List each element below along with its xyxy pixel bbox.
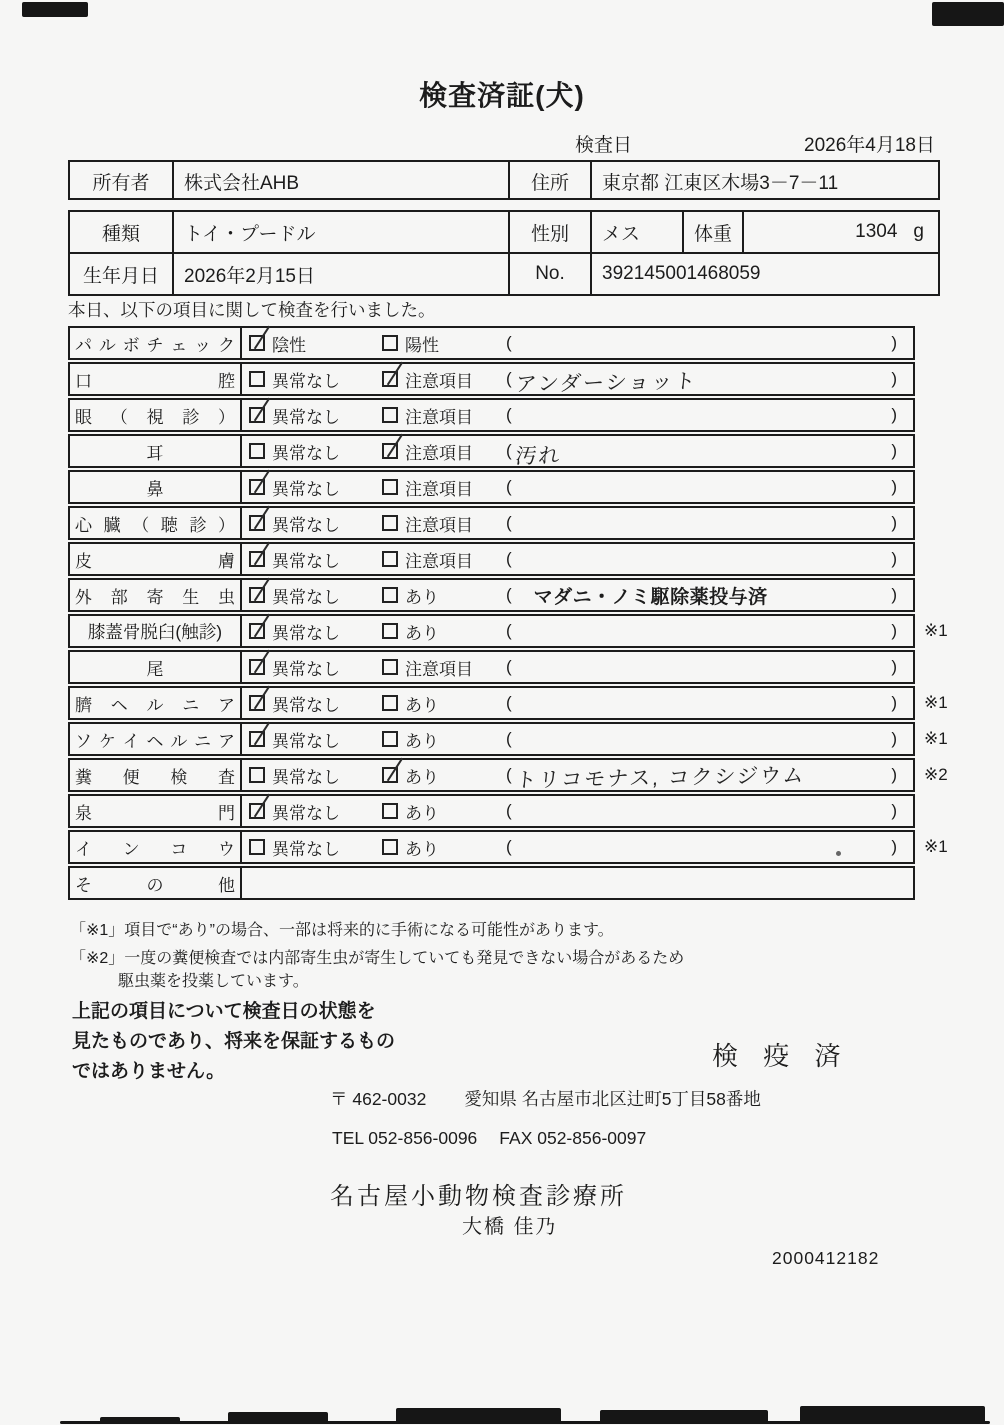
option-1-label: 異常なし — [272, 623, 340, 643]
checklist-rows — [68, 326, 967, 902]
paren-open-glyph: ( — [506, 693, 512, 712]
item-label: 鼻 — [70, 472, 242, 502]
checklist-row — [68, 650, 967, 684]
option-1-label: 異常なし — [272, 731, 340, 751]
option-2 — [382, 835, 506, 860]
option-1-label: 異常なし — [272, 839, 340, 859]
disclaimer-line-1: 上記の項目について検査日の状態を — [72, 1001, 376, 1022]
option-1-label: 異常なし — [272, 659, 340, 679]
checkbox-2-icon — [382, 371, 398, 387]
option-2 — [382, 367, 506, 392]
paren-open-glyph: ( — [506, 549, 512, 568]
checklist-row — [68, 794, 967, 828]
option-2-label: 注意項目 — [405, 659, 473, 679]
clinic-tel-line — [332, 1128, 646, 1149]
remark-parens — [506, 724, 913, 754]
checkbox-1-icon — [249, 587, 265, 603]
option-1 — [242, 583, 382, 608]
option-2-label: 注意項目 — [405, 407, 473, 427]
paren-close-glyph: ) — [891, 837, 897, 856]
footnote-mark: ※1 — [924, 621, 948, 640]
checkbox-2-icon — [382, 803, 398, 819]
clinic-fax: FAX 052-856-0097 — [499, 1128, 647, 1148]
checkbox-2-icon — [382, 587, 398, 603]
birth-value: 2026年2月15日 — [174, 254, 510, 294]
exam-date-row — [0, 130, 1004, 154]
checkbox-1-icon — [249, 479, 265, 495]
option-2-label: 陽性 — [405, 335, 439, 355]
clinic-postal: 〒 462-0032 — [330, 1089, 427, 1109]
option-1-label: 異常なし — [272, 587, 340, 607]
serial-number: 2000412182 — [772, 1248, 880, 1268]
checklist-row — [68, 542, 967, 576]
clinic-tel: TEL 052-856-0096 — [332, 1128, 478, 1148]
paren-close-glyph: ) — [891, 693, 897, 712]
paren-open-glyph: ( — [506, 441, 512, 460]
option-1-label: 異常なし — [272, 695, 340, 715]
paren-open-glyph: ( — [506, 513, 512, 532]
checkbox-1-icon — [249, 335, 265, 351]
checkbox-2-icon — [382, 551, 398, 567]
checkbox-1-icon — [249, 623, 265, 639]
paren-open-glyph: ( — [506, 585, 512, 604]
item-label: 膝蓋骨脱臼(触診) — [70, 616, 242, 646]
clinic-name: 名古屋小動物検査診療所 — [330, 1183, 627, 1210]
checkbox-1-icon — [249, 731, 265, 747]
checkbox-1-icon — [249, 515, 265, 531]
remark-parens — [506, 328, 913, 358]
checklist-row — [68, 686, 967, 720]
scan-artifact-top-left — [22, 2, 88, 17]
option-1-label: 陰性 — [272, 335, 306, 355]
option-2-label: 注意項目 — [405, 551, 473, 571]
option-1-label: 異常なし — [272, 515, 340, 535]
item-label: ソ ケ イ ヘ ル ニ ア — [70, 724, 242, 754]
option-2 — [382, 403, 506, 428]
option-1-label: 異常なし — [272, 407, 340, 427]
remark-parens — [506, 652, 913, 682]
checklist-row — [68, 362, 967, 396]
paren-open-glyph: ( — [506, 765, 512, 784]
checklist-row — [68, 830, 967, 864]
option-2 — [382, 583, 506, 608]
checkbox-2-icon — [382, 623, 398, 639]
item-label: 皮 膚 — [70, 544, 242, 574]
paren-close-glyph: ) — [891, 549, 897, 568]
checkbox-1-icon — [249, 407, 265, 423]
remark-parens — [506, 400, 913, 430]
footnote-mark: ※2 — [924, 765, 948, 784]
checklist-row — [68, 866, 967, 900]
remark-parens — [506, 436, 913, 469]
disclaimer-statement — [72, 997, 395, 1087]
paren-open-glyph: ( — [506, 477, 512, 496]
birth-label: 生年月日 — [70, 254, 174, 294]
option-1 — [242, 619, 382, 644]
scan-artifact-top-right — [932, 2, 1004, 26]
checklist-row — [68, 470, 967, 504]
paren-close-glyph: ) — [891, 801, 897, 820]
sex-label: 性別 — [510, 212, 592, 252]
paren-close-glyph: ) — [891, 765, 897, 784]
option-2-label: 注意項目 — [405, 515, 473, 535]
option-1 — [242, 403, 382, 428]
option-2 — [382, 547, 506, 572]
option-1 — [242, 799, 382, 824]
paren-close-glyph: ) — [891, 513, 897, 532]
sex-value: メス — [592, 212, 684, 252]
footnote-2: 「※2」一度の糞便検査では内部寄生虫が寄生していても発見できない場合があるため — [70, 950, 685, 967]
weight-value: 1304 — [855, 221, 898, 242]
option-1 — [242, 367, 382, 392]
checkbox-2-icon — [382, 659, 398, 675]
paren-open-glyph: ( — [506, 333, 512, 352]
item-label: 外 部 寄 生 虫 — [70, 580, 242, 610]
paren-close-glyph: ) — [891, 657, 897, 676]
address-label: 住所 — [510, 162, 592, 200]
checklist-row — [68, 614, 967, 648]
paren-close-glyph: ) — [891, 621, 897, 640]
paren-close-glyph: ) — [891, 477, 897, 496]
remark-text: 汚れ — [514, 444, 563, 469]
checklist-row — [68, 578, 967, 612]
option-2 — [382, 691, 506, 716]
checkbox-1-icon — [249, 767, 265, 783]
checkbox-1-icon — [249, 803, 265, 819]
remark-parens — [506, 508, 913, 538]
checkbox-2-icon — [382, 407, 398, 423]
remark-parens — [506, 688, 913, 718]
option-2 — [382, 619, 506, 644]
weight-unit: g — [913, 221, 924, 242]
footnote-mark: ※1 — [924, 693, 948, 712]
option-1 — [242, 511, 382, 536]
item-label: イ ン コ ウ — [70, 832, 242, 862]
option-1 — [242, 763, 382, 788]
item-label: そ の 他 — [70, 868, 242, 898]
checkbox-2-icon — [382, 479, 398, 495]
option-2-label: あり — [405, 695, 439, 715]
option-2 — [382, 763, 506, 788]
item-label: 耳 — [70, 436, 242, 466]
paren-close-glyph: ) — [891, 369, 897, 388]
checklist-row — [68, 506, 967, 540]
address-value: 東京都 江東区木場3－7－11 — [602, 172, 839, 194]
paren-close-glyph: ) — [891, 441, 897, 460]
option-1 — [242, 655, 382, 680]
exam-date-value: 2026年4月18日 — [804, 135, 935, 156]
remark-parens — [506, 832, 913, 862]
weight-label: 体重 — [684, 212, 744, 252]
remark-parens — [506, 760, 913, 793]
clinic-address: 愛知県 名古屋市北区辻町5丁目58番地 — [464, 1089, 761, 1109]
checklist-row — [68, 398, 967, 432]
exam-date-label: 検査日 — [575, 135, 633, 156]
option-2-label: 注意項目 — [405, 479, 473, 499]
option-1 — [242, 547, 382, 572]
paren-open-glyph: ( — [506, 801, 512, 820]
breed-label: 種類 — [70, 212, 174, 252]
vet-name: 大橋 佳乃 — [462, 1216, 558, 1238]
remark-text: マダニ・ノミ駆除薬投与済 — [533, 586, 768, 608]
checkbox-2-icon — [382, 443, 398, 459]
paren-close-glyph: ) — [891, 729, 897, 748]
item-label: 糞 便 検 査 — [70, 760, 242, 790]
footnote-2-cont: 駆虫薬を投薬しています。 — [118, 973, 309, 990]
option-2 — [382, 655, 506, 680]
option-2-label: あり — [405, 803, 439, 823]
option-1 — [242, 835, 382, 860]
checkbox-2-icon — [382, 515, 398, 531]
owner-table — [68, 160, 940, 200]
item-label: 尾 — [70, 652, 242, 682]
option-1 — [242, 691, 382, 716]
paren-close-glyph: ) — [891, 405, 897, 424]
remark-text: アンダーショット — [514, 370, 698, 397]
option-2 — [382, 475, 506, 500]
option-2-label: あり — [405, 587, 439, 607]
remark-parens — [506, 544, 913, 574]
checkbox-1-icon — [249, 695, 265, 711]
disclaimer-line-2: 見たものであり、将来を保証するもの — [72, 1031, 396, 1052]
paren-open-glyph: ( — [506, 405, 512, 424]
checkbox-1-icon — [249, 551, 265, 567]
option-2-label: あり — [405, 767, 439, 787]
page-title: 検査済証(犬) — [419, 80, 585, 111]
item-label: 臍 ヘ ル ニ ア — [70, 688, 242, 718]
quarantine-stamp: 検 疫 済 — [712, 1041, 850, 1071]
option-1-label: 異常なし — [272, 371, 340, 391]
paren-open-glyph: ( — [506, 621, 512, 640]
checklist-row — [68, 722, 967, 756]
disclaimer-line-3: ではありません。 — [72, 1061, 226, 1082]
checkbox-2-icon — [382, 731, 398, 747]
option-2 — [382, 727, 506, 752]
option-1 — [242, 331, 382, 356]
paren-open-glyph: ( — [506, 729, 512, 748]
remark-parens — [506, 796, 913, 826]
option-2 — [382, 511, 506, 536]
remark-text: トリコモナス, コクシジウム — [514, 764, 807, 793]
option-1 — [242, 727, 382, 752]
option-1-label: 異常なし — [272, 767, 340, 787]
remark-parens — [506, 616, 913, 646]
checkbox-1-icon — [249, 839, 265, 855]
remark-parens — [506, 580, 913, 610]
option-1 — [242, 439, 382, 464]
checkbox-2-icon — [382, 767, 398, 783]
item-label: 泉 門 — [70, 796, 242, 826]
animal-table — [68, 210, 940, 296]
scan-artifact-bottom-line — [60, 1421, 990, 1424]
breed-value: トイ・プードル — [174, 212, 510, 252]
option-2-label: あり — [405, 731, 439, 751]
option-2-label: あり — [405, 623, 439, 643]
option-2-label: 注意項目 — [405, 443, 473, 463]
remark-parens — [506, 472, 913, 502]
owner-value: 株式会社AHB — [174, 162, 510, 200]
option-2 — [382, 331, 506, 356]
footnote-mark: ※1 — [924, 837, 948, 856]
item-label: パ ル ボ チ ェ ッ ク — [70, 328, 242, 358]
intro-text: 本日、以下の項目に関して検査を行いました。 — [68, 300, 436, 320]
item-label: 口 腔 — [70, 364, 242, 394]
checkbox-1-icon — [249, 659, 265, 675]
option-1-label: 異常なし — [272, 803, 340, 823]
paren-open-glyph: ( — [506, 369, 512, 388]
item-label: 心 臓 （ 聴 診 ） — [70, 508, 242, 538]
paren-open-glyph: ( — [506, 837, 512, 856]
option-2 — [382, 799, 506, 824]
no-label: No. — [510, 254, 592, 294]
checkbox-2-icon — [382, 695, 398, 711]
checkbox-1-icon — [249, 371, 265, 387]
no-value: 392145001468059 — [602, 263, 761, 284]
option-1 — [242, 475, 382, 500]
checklist-row — [68, 434, 967, 468]
clinic-address-line — [330, 1086, 761, 1111]
checkbox-2-icon — [382, 839, 398, 855]
checklist-row — [68, 326, 967, 360]
paren-close-glyph: ) — [891, 333, 897, 352]
option-2-label: 注意項目 — [405, 371, 473, 391]
option-2-label: あり — [405, 839, 439, 859]
option-1-label: 異常なし — [272, 551, 340, 571]
footnote-1: 「※1」項目で“あり”の場合、一部は将来的に手術になる可能性があります。 — [70, 922, 614, 939]
footnote-mark: ※1 — [924, 729, 948, 748]
paren-close-glyph: ) — [891, 585, 897, 604]
checkbox-1-icon — [249, 443, 265, 459]
checkbox-2-icon — [382, 335, 398, 351]
item-label: 眼 （ 視 診 ） — [70, 400, 242, 430]
paren-open-glyph: ( — [506, 657, 512, 676]
option-2 — [382, 439, 506, 464]
checklist-row — [68, 758, 967, 792]
owner-label: 所有者 — [70, 162, 174, 200]
option-1-label: 異常なし — [272, 443, 340, 463]
option-1-label: 異常なし — [272, 479, 340, 499]
weight-value-cell — [744, 212, 938, 252]
remark-parens — [506, 364, 913, 397]
